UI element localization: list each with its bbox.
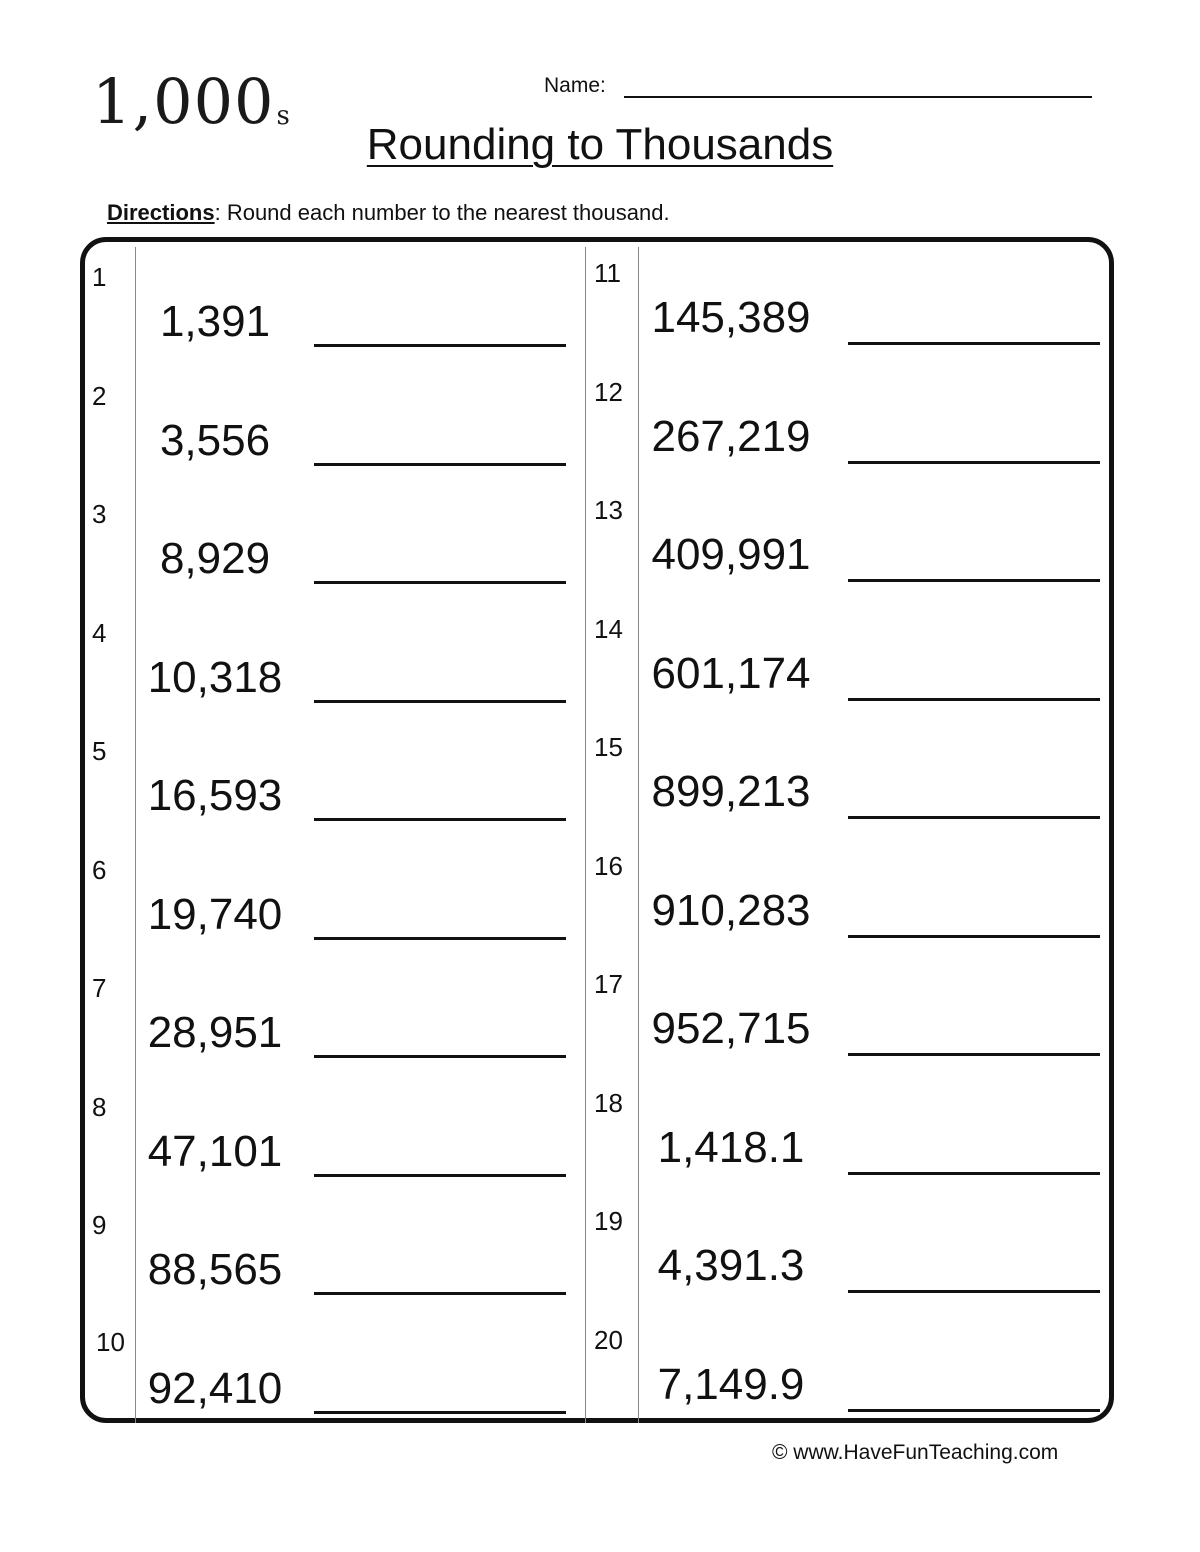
problem-value: 19,740 [147, 889, 283, 939]
problem-value: 601,174 [651, 648, 811, 698]
problem-value: 145,389 [651, 293, 811, 342]
problem-number: 4 [92, 617, 107, 648]
problem-value: 16,593 [147, 771, 283, 820]
problem-item [0, 732, 1200, 850]
answer-blank[interactable] [848, 935, 1100, 938]
problem-value: 28,951 [147, 1008, 283, 1057]
problem-value: 952,715 [651, 1004, 811, 1053]
name-field[interactable] [624, 96, 1092, 98]
answer-blank[interactable] [848, 1053, 1100, 1056]
problem-number: 9 [92, 1210, 107, 1240]
problem-value: 10,318 [147, 652, 283, 702]
problem-number: 15 [594, 732, 623, 762]
directions [107, 200, 670, 226]
logo-superscript: s [276, 101, 291, 131]
problem-value: 910,283 [651, 885, 811, 935]
problem-value: 267,219 [651, 411, 811, 461]
problem-number: 11 [594, 258, 621, 288]
problem-number: 5 [92, 736, 107, 766]
problem-number: 7 [92, 973, 107, 1003]
problem-item [0, 1088, 1200, 1206]
answer-blank[interactable] [848, 1172, 1100, 1175]
problem-item [0, 851, 1200, 969]
problem-number: 18 [594, 1087, 623, 1118]
problem-item [0, 258, 1200, 376]
problem-item [0, 377, 1200, 495]
logo-text: 1,000 [92, 65, 275, 138]
problem-value: 88,565 [147, 1245, 283, 1294]
answer-blank[interactable] [848, 342, 1100, 345]
problem-number: 2 [92, 380, 107, 411]
problem-number: 12 [594, 376, 623, 407]
problem-value: 1,391 [159, 297, 271, 346]
problem-number: 6 [92, 854, 107, 885]
problem-number: 1 [92, 262, 107, 292]
problem-number: 3 [92, 499, 107, 529]
problem-value: 899,213 [651, 767, 811, 816]
problem-number: 17 [594, 969, 623, 999]
name-label: Name: [544, 74, 606, 97]
problem-number: 14 [594, 613, 623, 644]
problem-number: 13 [594, 495, 623, 525]
problem-value: 7,149.9 [657, 1359, 805, 1409]
problem-number: 16 [594, 850, 623, 881]
answer-blank[interactable] [848, 1409, 1100, 1412]
problem-number: 19 [594, 1206, 623, 1236]
problem-number: 8 [92, 1091, 107, 1122]
directions-text: : Round each number to the nearest thousand. [214, 200, 670, 225]
answer-blank[interactable] [848, 461, 1100, 464]
problem-number: 20 [594, 1324, 623, 1355]
problem-value: 8,929 [159, 534, 271, 583]
problem-value: 47,101 [147, 1126, 283, 1176]
problem-item [0, 1206, 1200, 1324]
problem-value: 3,556 [159, 415, 271, 465]
copyright-footer: © www.HaveFunTeaching.com [772, 1441, 1059, 1464]
problem-item [0, 1325, 1200, 1443]
problem-number: 10 [96, 1326, 125, 1357]
page-title: Rounding to Thousands [366, 120, 834, 169]
problem-value: 409,991 [651, 530, 811, 579]
answer-blank[interactable] [848, 579, 1100, 582]
directions-label: Directions [107, 200, 215, 225]
problem-item [0, 969, 1200, 1087]
problem-item [0, 495, 1200, 613]
problem-value: 92,410 [147, 1363, 283, 1413]
answer-blank[interactable] [848, 698, 1100, 701]
answer-blank[interactable] [848, 816, 1100, 819]
problem-value: 4,391.3 [657, 1241, 805, 1290]
answer-blank[interactable] [848, 1290, 1100, 1293]
problem-value: 1,418.1 [657, 1122, 805, 1172]
problem-item [0, 614, 1200, 732]
